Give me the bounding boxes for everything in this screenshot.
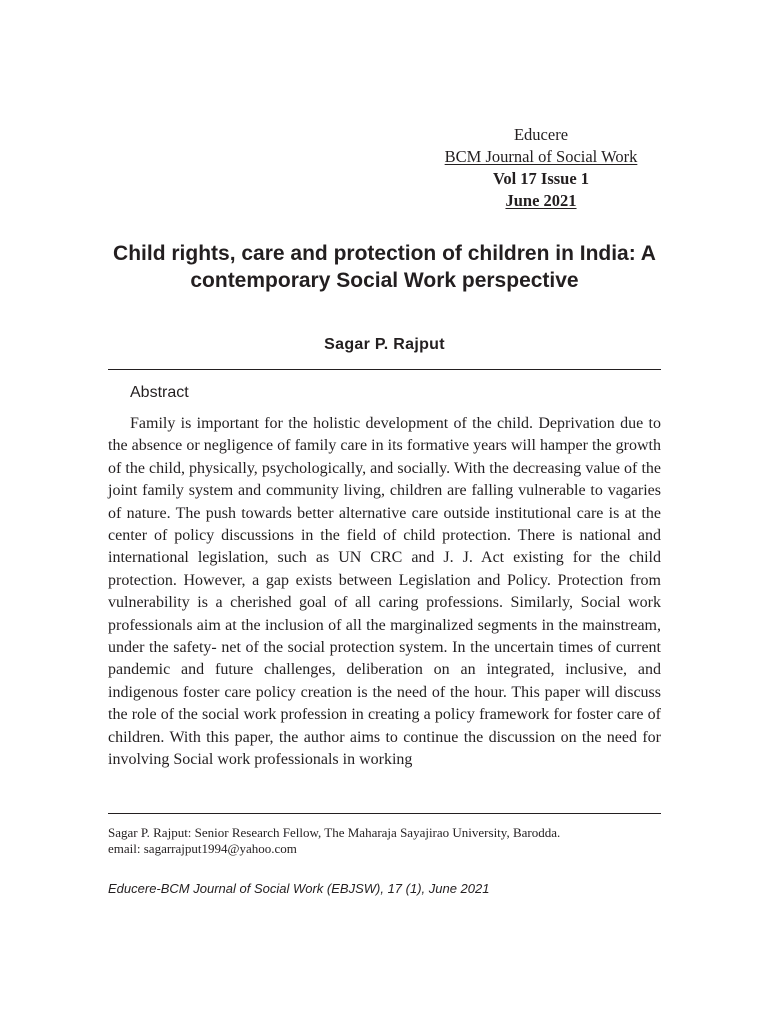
journal-volume: Vol 17 Issue 1 <box>492 169 590 188</box>
abstract-heading: Abstract <box>130 384 189 401</box>
journal-name: Educere <box>513 125 569 144</box>
journal-subtitle: BCM Journal of Social Work <box>444 147 638 166</box>
header-divider <box>108 369 661 370</box>
page-footer-citation: Educere-BCM Journal of Social Work (EBJSW), 17 (1), June 2021 <box>108 881 490 896</box>
journal-header <box>400 124 682 212</box>
abstract-text: Family is important for the holistic development of the child. Deprivation due to the absence or negligence of family care in its formative years will hamper the growth of the child, physically, psychologically, and socially. With the decreasing value of the joint family system and community living, children are falling vulnerable to vagaries of nature. The push towards better alternative care outside institutional care is at the center of policy discussions in the field of child protection. There is national and international legislation, such as UN CRC and J. J. Act existing for the child protection. However, a gap exists between Legislation and Policy. Protection from vulnerability is a cherished goal of all caring professions. Similarly, Social work professionals aim at the inclusion of all the marginalized segments in the mainstream, under the safety- net of the social protection system. In the uncertain times of current pandemic and future challenges, deliberation on an integrated, inclusive, and indigenous foster care policy creation is the need of the hour. This paper will discuss the role of the social work profession in creating a policy framework for foster care of children. With this paper, the author aims to continue the discussion on the need for involving Social work professionals in working <box>108 415 661 769</box>
article-title: Child rights, care and protection of children in India: A contemporary Social Work perspective <box>113 242 656 292</box>
journal-date: June 2021 <box>505 191 577 210</box>
article-author: Sagar P. Rajput <box>324 336 445 353</box>
author-email: email: sagarrajput1994@yahoo.com <box>108 841 297 856</box>
footnote-divider <box>108 813 661 814</box>
author-affiliation: Sagar P. Rajput: Senior Research Fellow, The Maharaja Sayajirao University, Barodda. <box>108 825 561 840</box>
author-footnote <box>108 825 661 857</box>
